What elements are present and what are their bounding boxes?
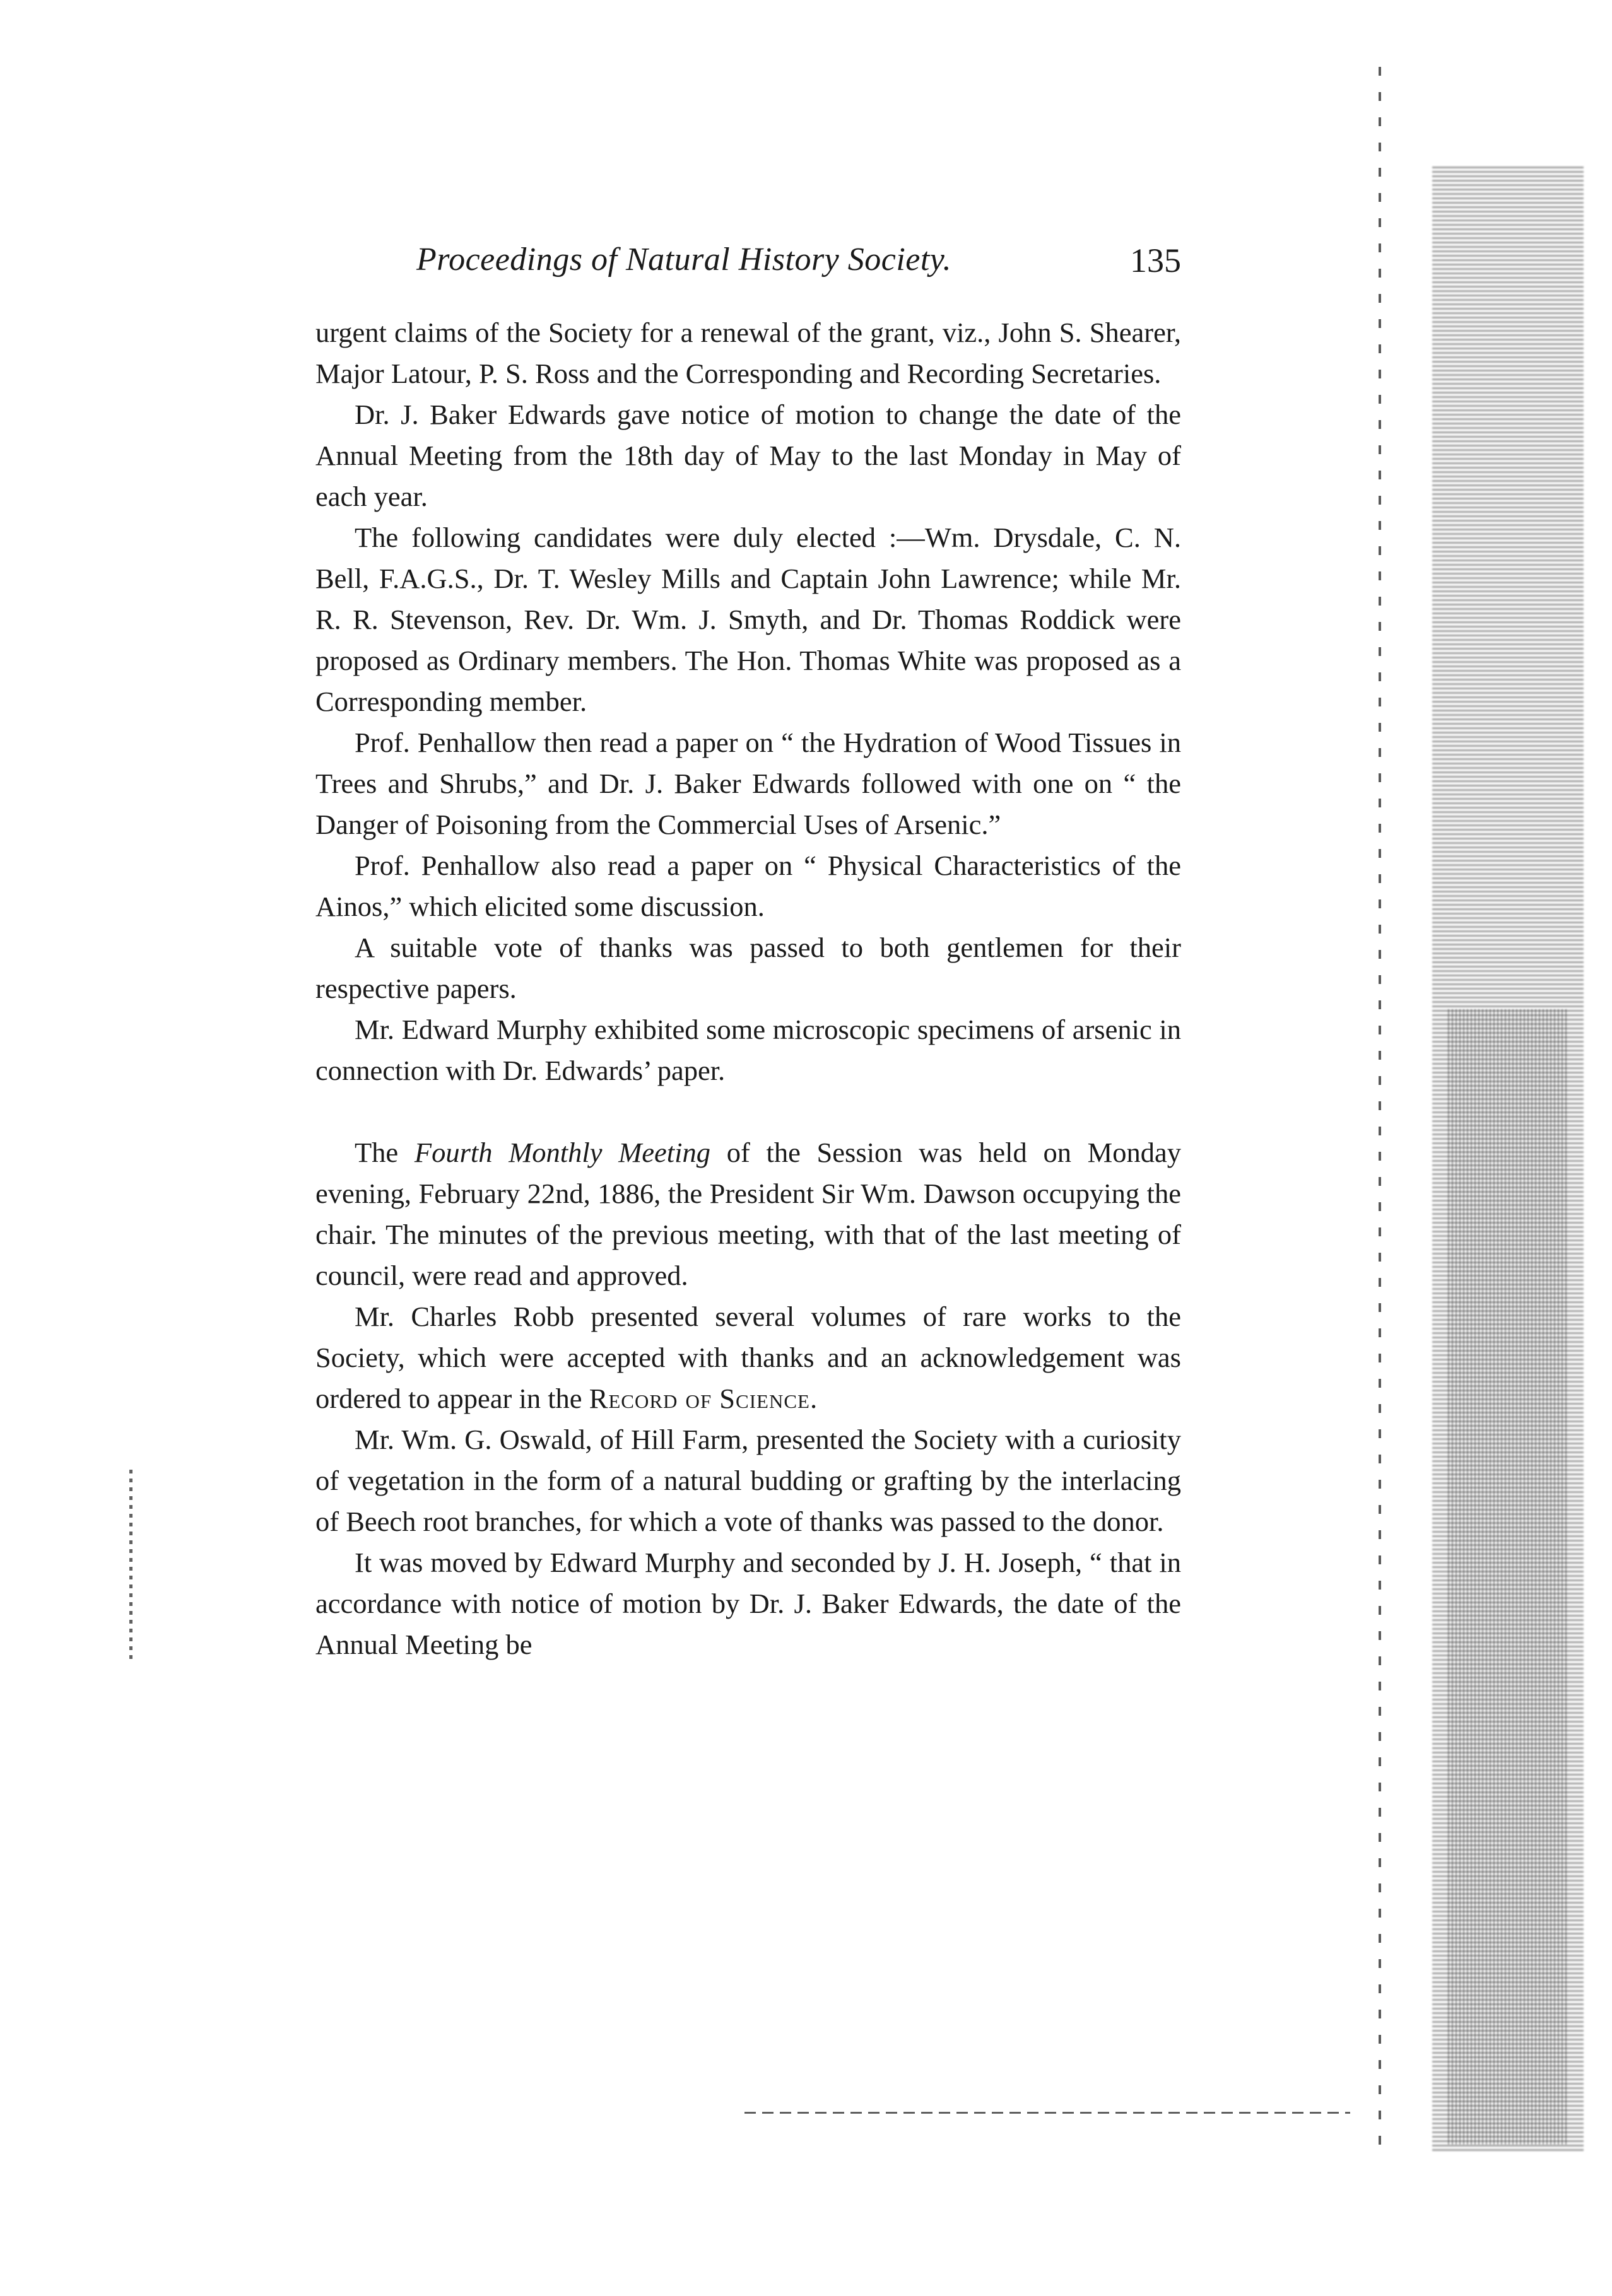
page-header [315,233,1181,290]
robb-text: Mr. Charles Robb presented several volumes of rare works to the Society, which were accepted with thanks and an acknowledgement was ordered to appear in the [315,1301,1181,1414]
paragraph-robb [315,1296,1181,1419]
scan-edge-artifact [1379,63,1587,2157]
paragraph-murphy-exhibit: Mr. Edward Murphy exhibited some microscopic specimens of arsenic in connection with Dr. Edwards’ paper. [315,1014,1181,1086]
paragraph-candidates: The following candidates were duly elected :—Wm. Drysdale, C. N. Bell, F.A.G.S., Dr. T. Wesley Mills and Captain John Lawrence; while Mr. R. R. Stevenson, Rev. Dr. Wm. J. Smyth, and Dr. Thomas Roddick were proposed as Ordinary members. The Hon. Thomas White was proposed as a Corresponding member. [315,522,1181,717]
fourth-meeting-title: Fourth Monthly Meeting [414,1137,711,1168]
paragraph-papers: Prof. Penhallow then read a paper on “ the Hydration of Wood Tissues in Trees and Shrubs,” and Dr. J. Baker Edwards followed with one on “ the Danger of Poisoning from the Commercial Uses of Arsenic.” [315,727,1181,840]
journal-name: Record of Science [589,1383,810,1414]
edge-line [1379,63,1381,2145]
paragraph-fourth-meeting [315,1132,1181,1296]
paragraph-oswald: Mr. Wm. G. Oswald, of Hill Farm, presented the Society with a curiosity of vegetation in the form of a natural budding or grafting by the interlacing of Beech root branches, for which a vote of thanks was passed to the donor. [315,1424,1181,1537]
paragraph-notice-of-motion: Dr. J. Baker Edwards gave notice of motion to change the date of the Annual Meeting from the 18th day of May to the last Monday in May of each year. [315,399,1181,512]
body-text [315,312,1181,1665]
robb-end: . [810,1383,818,1414]
paragraph-vote-of-thanks: A suitable vote of thanks was passed to both gentlemen for their respective papers. [315,932,1181,1004]
fourth-meeting-lead: The [355,1137,399,1168]
paragraph-ainos: Prof. Penhallow also read a paper on “ Physical Characteristics of the Ainos,” which elicited some discussion. [315,850,1181,922]
bottom-dashed-rule [744,2112,1350,2114]
left-margin-speck [129,1470,132,1659]
edge-shading-lower [1448,1009,1568,2145]
page-number: 135 [1130,242,1181,279]
paragraph-continuation: urgent claims of the Society for a renewal of the grant, viz., John S. Shearer, Major Latour, P. S. Ross and the Corresponding and Recording Secretaries. [315,317,1181,389]
running-title: Proceedings of Natural History Society. [416,242,952,278]
paragraph-motion: It was moved by Edward Murphy and seconded by J. H. Joseph, “ that in accordance with notice of motion by Dr. J. Baker Edwards, the date of the Annual Meeting be [315,1547,1181,1660]
fourth-meeting-rest: of the Session was held on Monday evening, February 22nd, 1886, the President Sir Wm. Dawson occupying the chair. The minutes of the previous meeting, with that of the last meeting of council, were read and approved. [315,1137,1181,1291]
